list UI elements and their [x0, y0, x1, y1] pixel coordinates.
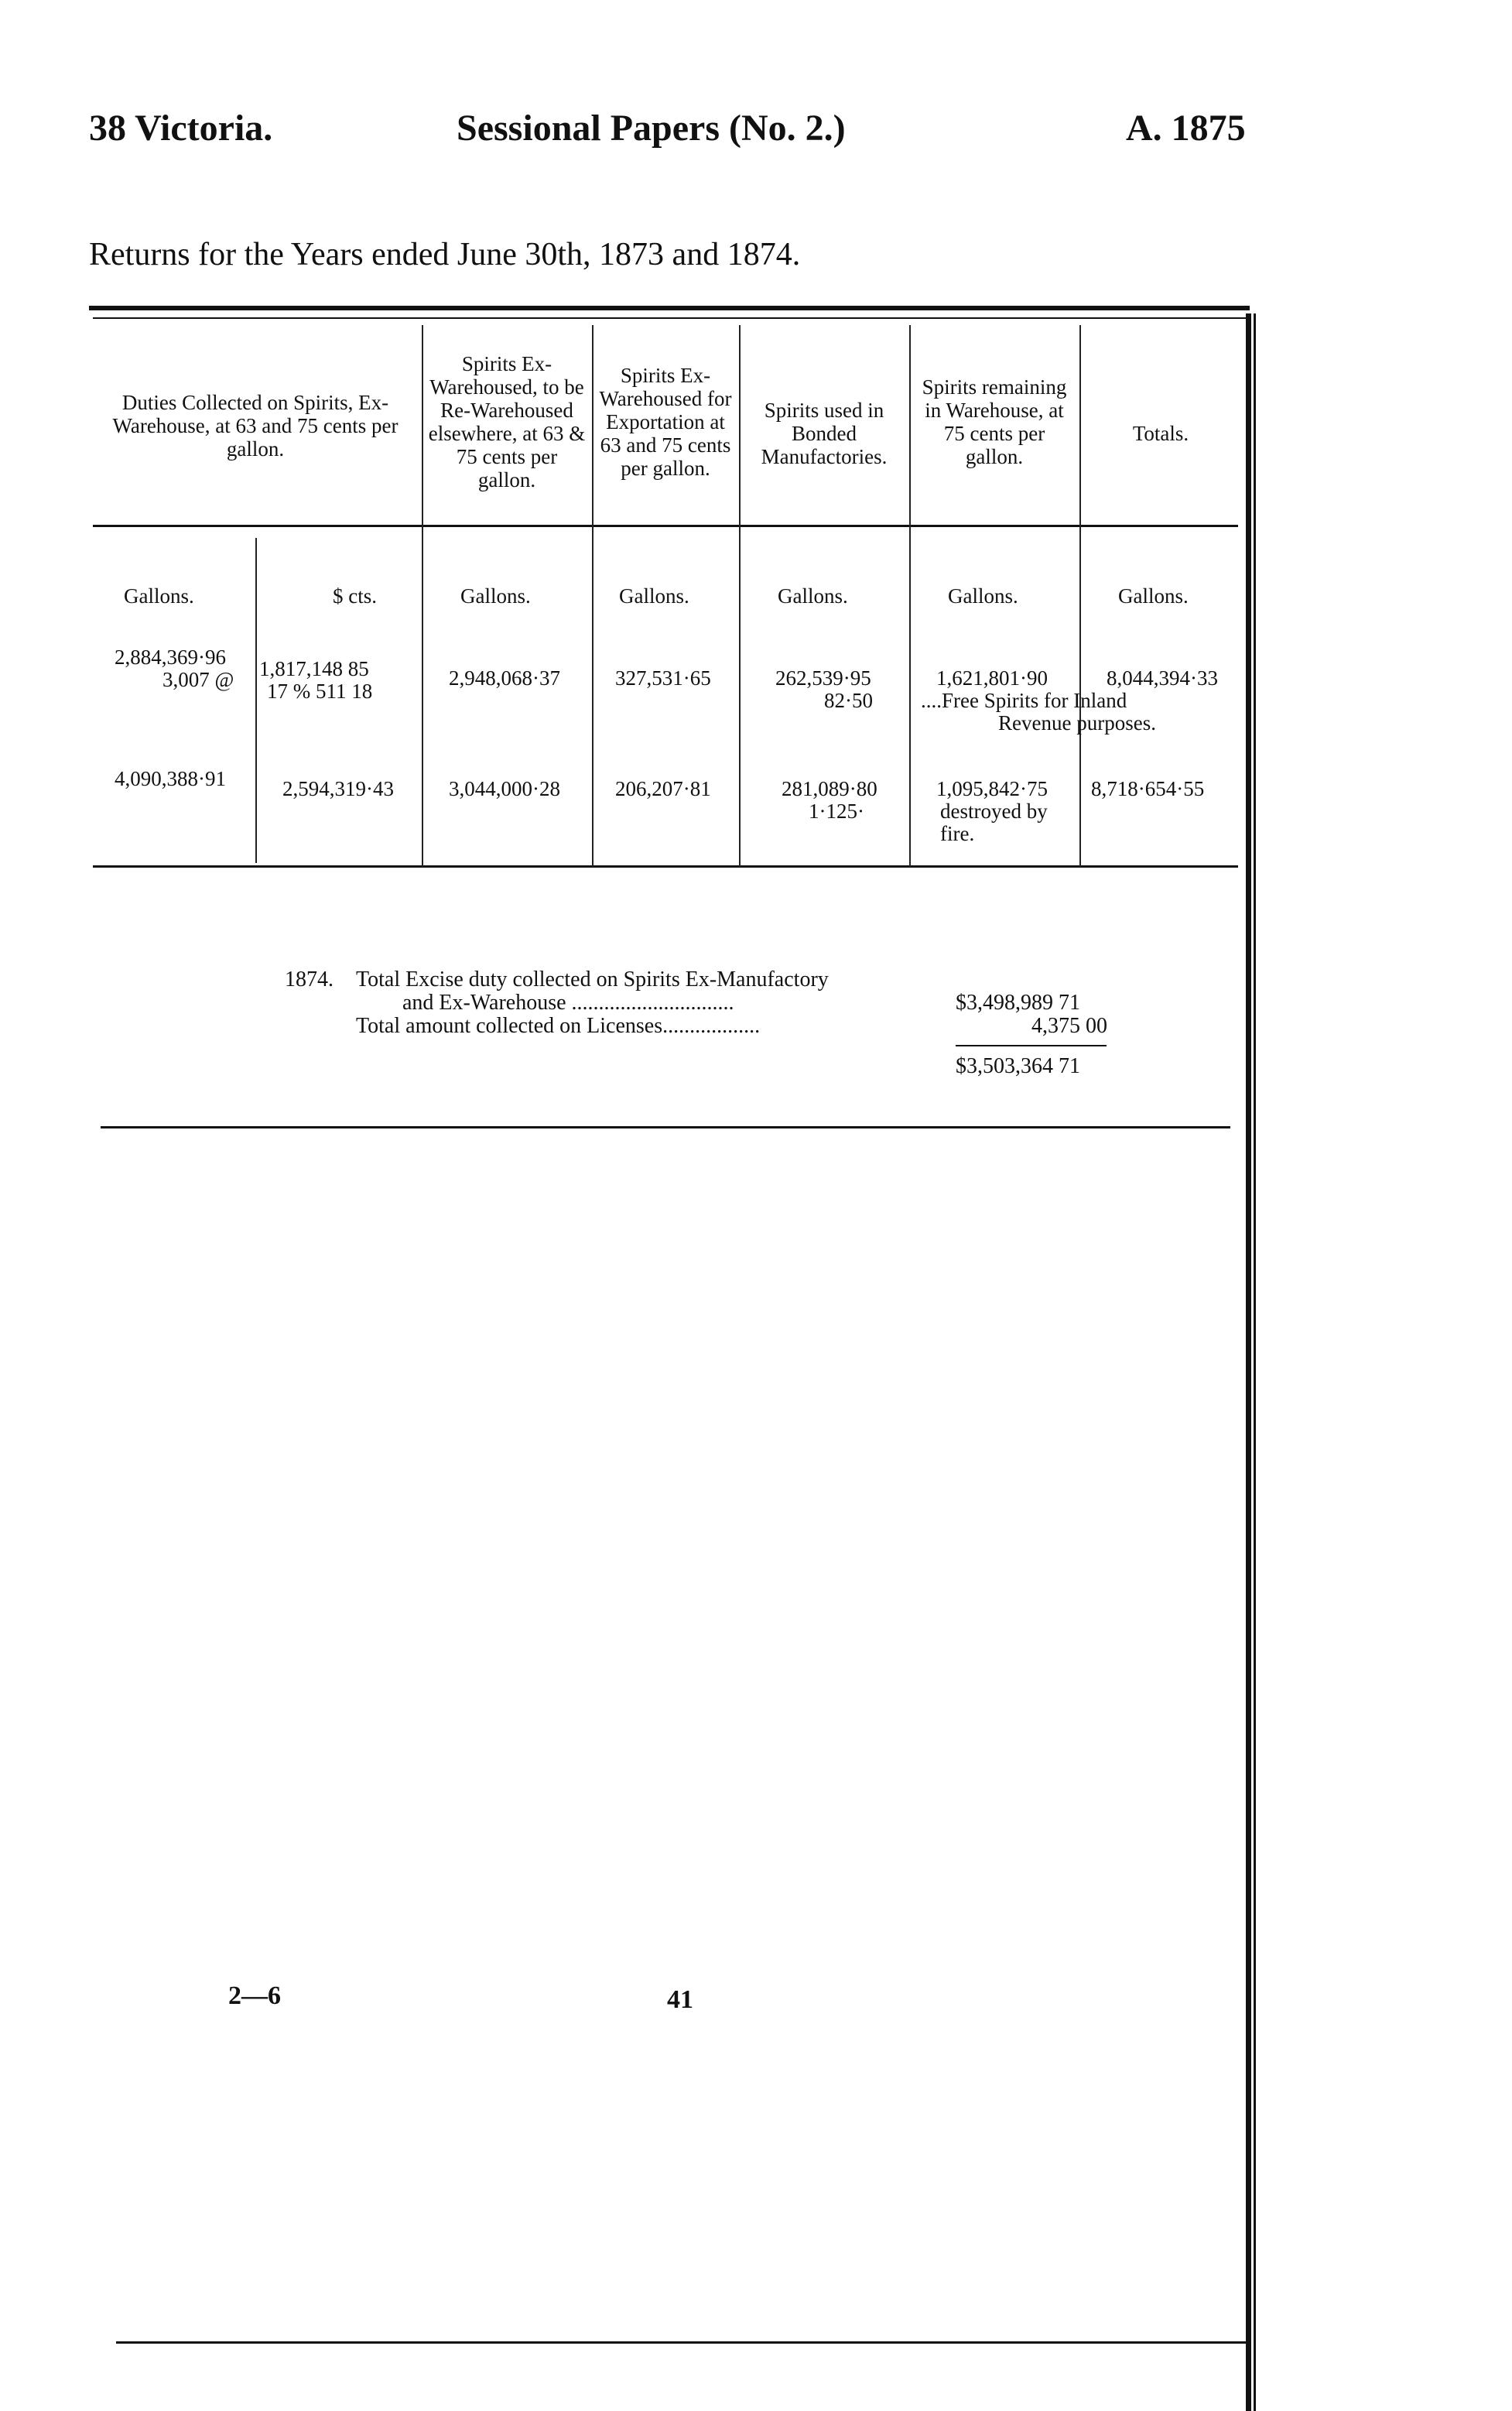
table-top-rule — [89, 306, 1250, 310]
row1-bonded: 262,539·95 — [775, 666, 871, 690]
col-separator — [422, 325, 423, 867]
col-header-rewarehoused: Spirits Ex-Warehoused, to be Re-Warehoused elsewhere, at 63 & 75 cents per gallon. — [428, 352, 586, 491]
header-center: Sessional Papers (No. 2.) — [457, 108, 846, 149]
row2-gallons: 4,090,388·91 — [115, 767, 226, 790]
summary-line1: Total Excise duty collected on Spirits Ex-Manufactory — [356, 967, 829, 991]
unit-gallons: Gallons. — [1118, 584, 1189, 608]
col-header-export: Spirits Ex-Warehoused for Exportation at 63 and 75 cents per gallon. — [599, 364, 732, 480]
row1-note: ....Free Spirits for Inland — [921, 689, 1127, 712]
unit-dollars: $ cts. — [333, 584, 377, 608]
footer-left: 2—6 — [228, 1981, 281, 2010]
footer-rule — [116, 2341, 1246, 2344]
row2-bonded-2: 1·125· — [809, 800, 864, 823]
row1-remaining: 1,621,801·90 — [936, 666, 1048, 690]
header-left: 38 Victoria. — [89, 108, 273, 149]
summary-line2-value: $3,498,989 71 — [956, 991, 1080, 1015]
row2-remaining: 1,095,842·75 — [936, 777, 1048, 800]
unit-gallons: Gallons. — [460, 584, 531, 608]
col-separator — [592, 325, 594, 867]
unit-gallons: Gallons. — [124, 584, 194, 608]
section-bottom-rule — [101, 1126, 1230, 1128]
row1-gallons-2: 3,007 @ — [162, 668, 234, 691]
col-separator — [255, 538, 257, 863]
page-number: 41 — [667, 1985, 693, 2014]
col-separator — [739, 325, 741, 867]
unit-gallons: Gallons. — [619, 584, 689, 608]
row1-amount-2: 17 % 511 18 — [267, 680, 373, 703]
page-title: Returns for the Years ended June 30th, 1873 and 1874. — [89, 237, 801, 272]
row1-note-2: Revenue purposes. — [998, 711, 1156, 735]
row1-totals: 8,044,394·33 — [1107, 666, 1218, 690]
row2-rewarehoused: 3,044,000·28 — [449, 777, 560, 800]
summary-sum-rule — [956, 1045, 1107, 1046]
row1-amount: 1,817,148 85 — [259, 657, 369, 680]
row2-amount: 2,594,319·43 — [282, 777, 394, 800]
row2-remaining-3: fire. — [940, 822, 975, 845]
table-bottom-rule — [93, 865, 1238, 868]
col-header-duties: Duties Collected on Spirits, Ex-Warehouse, at 63 and 75 cents per gallon. — [112, 391, 399, 461]
summary-line3: Total amount collected on Licenses.................. — [356, 1014, 761, 1038]
row1-rewarehoused: 2,948,068·37 — [449, 666, 560, 690]
col-separator — [909, 325, 911, 867]
table-top-thin-rule — [93, 317, 1246, 319]
header-underline — [93, 525, 1238, 527]
unit-gallons: Gallons. — [778, 584, 848, 608]
row2-totals: 8,718·654·55 — [1091, 777, 1205, 800]
col-separator — [1079, 325, 1081, 867]
summary-year: 1874. — [285, 967, 334, 991]
row1-bonded-2: 82·50 — [824, 689, 873, 712]
col-header-bonded: Spirits used in Bonded Manufactories. — [761, 399, 888, 468]
row2-remaining-2: destroyed by — [940, 800, 1048, 823]
summary-total: $3,503,364 71 — [956, 1054, 1080, 1078]
col-header-remaining: Spirits remaining in Warehouse, at 75 cents per gallon. — [922, 375, 1067, 468]
summary-line3-value: 4,375 00 — [1031, 1014, 1107, 1038]
col-header-totals: Totals. — [1132, 422, 1189, 445]
table-right-border-thin — [1254, 313, 1256, 2411]
row1-gallons: 2,884,369·96 — [115, 646, 226, 669]
row2-export: 206,207·81 — [615, 777, 711, 800]
header-right: A. 1875 — [1126, 108, 1246, 149]
summary-line2: and Ex-Warehouse .............................. — [402, 991, 734, 1015]
unit-gallons: Gallons. — [948, 584, 1018, 608]
table-right-border — [1246, 313, 1251, 2411]
row1-export: 327,531·65 — [615, 666, 711, 690]
row2-bonded: 281,089·80 — [782, 777, 877, 800]
